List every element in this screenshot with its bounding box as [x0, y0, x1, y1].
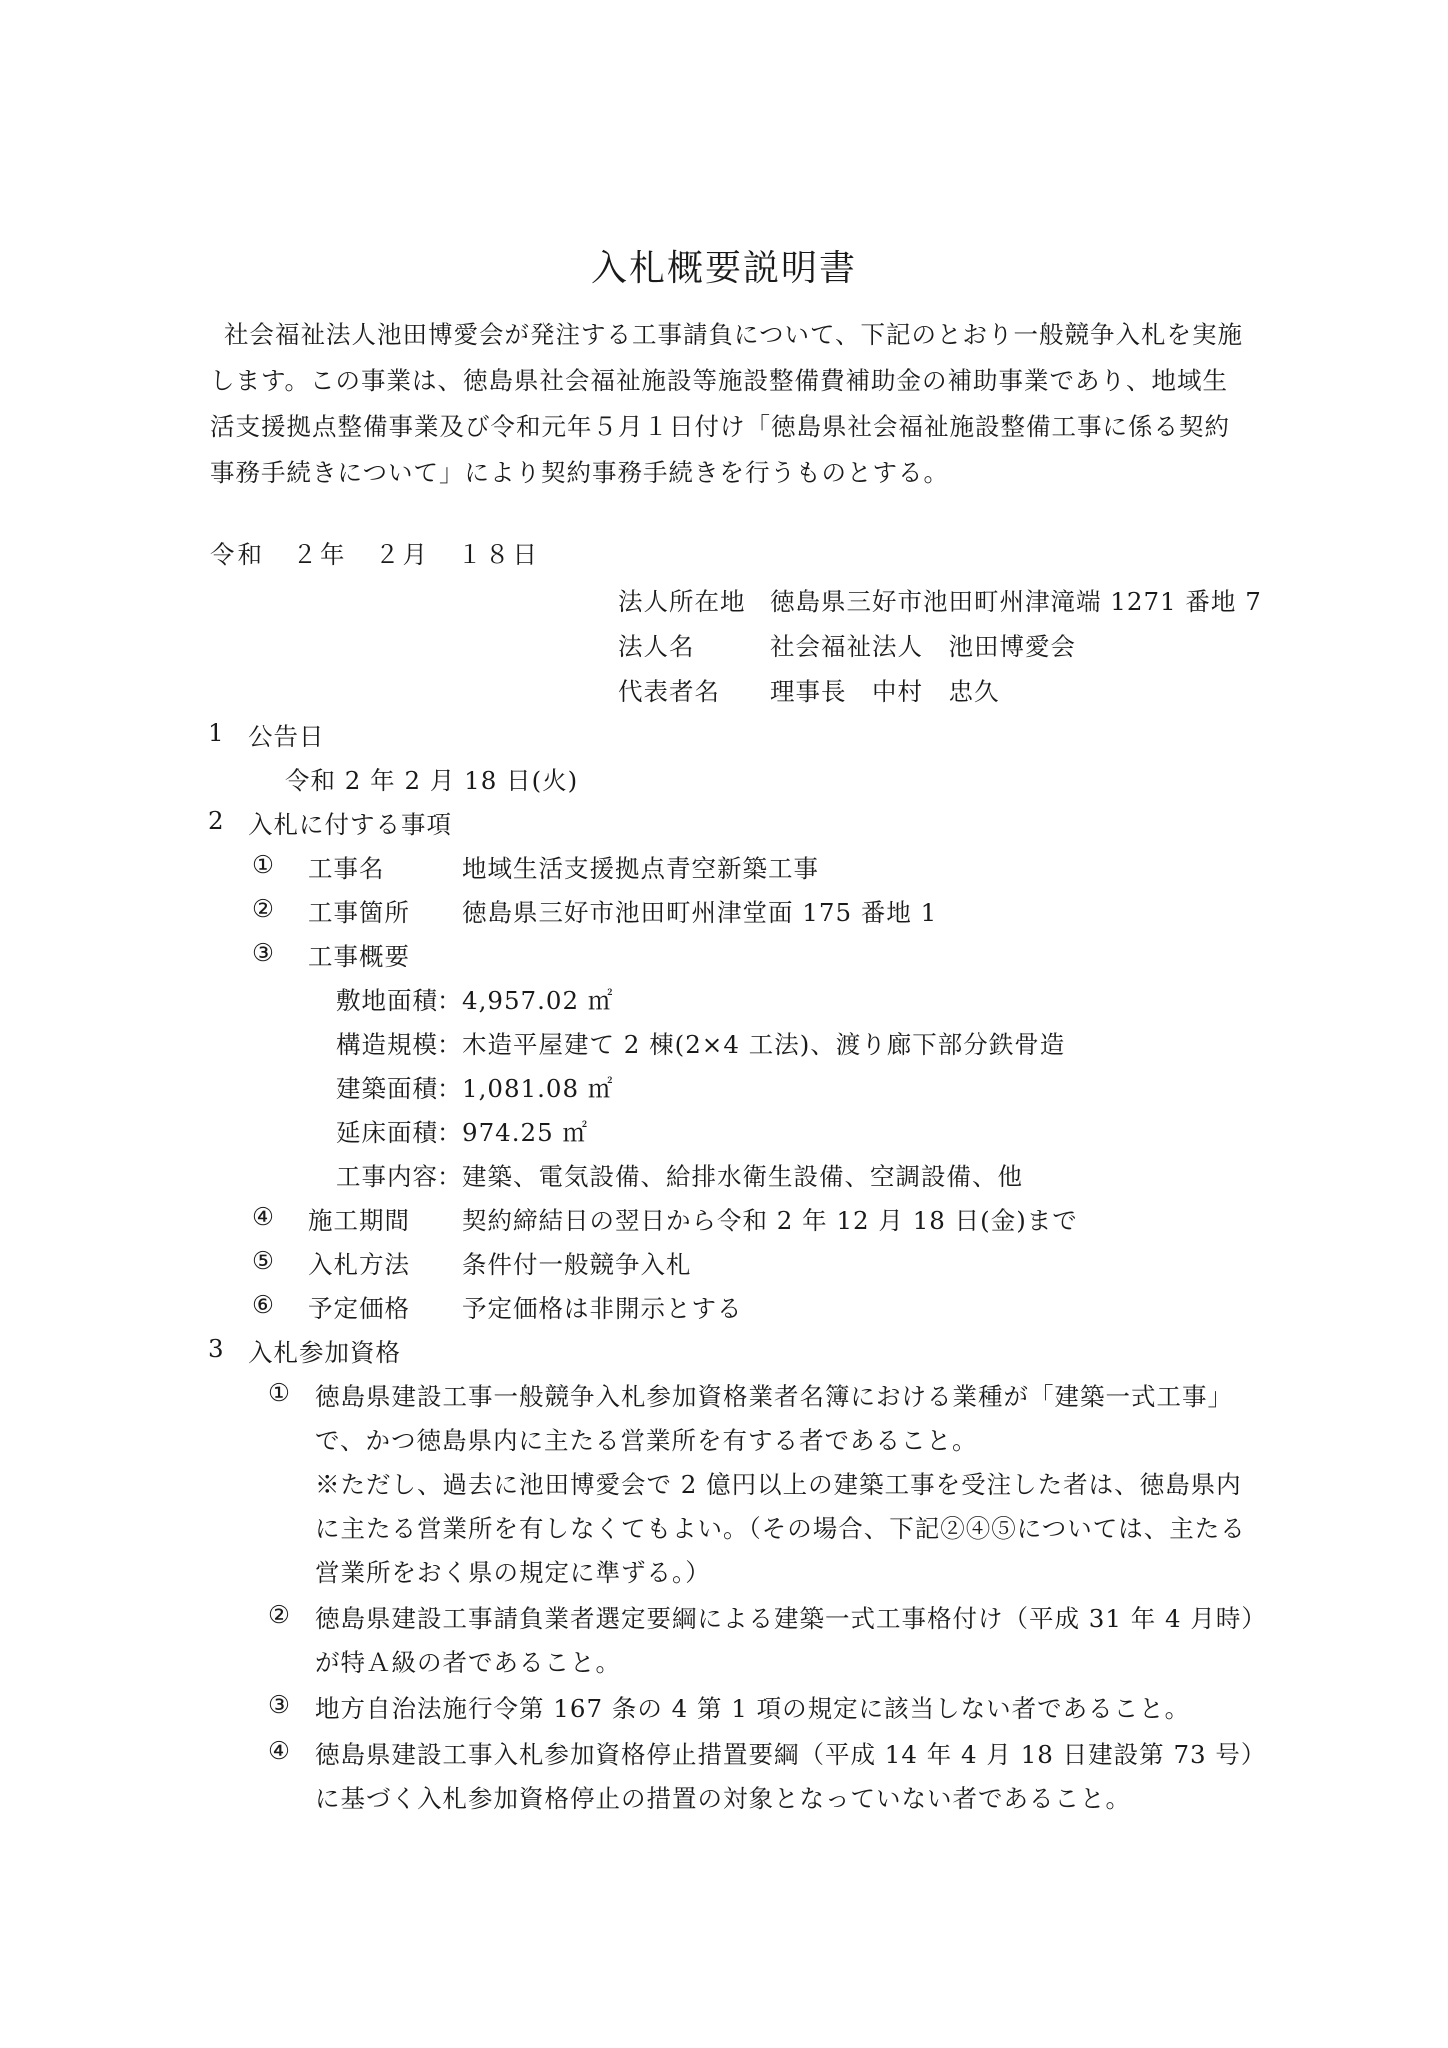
- announcement-date: 令和 2 年 2 月 18 日(火): [285, 766, 579, 795]
- issuer-name-value: 社会福祉法人 池田博愛会: [770, 632, 1076, 661]
- item-number: ②: [252, 894, 275, 923]
- overview-colon: ：: [437, 1162, 463, 1191]
- item-value: 地域生活支援拠点青空新築工事: [462, 854, 819, 883]
- section-title: 入札参加資格: [248, 1338, 401, 1367]
- item-label: 工事箇所: [308, 898, 410, 927]
- qualification-line: 徳島県建設工事入札参加資格停止措置要綱（平成 14 年 4 月 18 日建設第 73 号）: [315, 1740, 1267, 1769]
- item-value: 予定価格は非開示とする: [462, 1294, 743, 1323]
- item-label: 入札方法: [308, 1250, 410, 1279]
- document-title: 入札概要説明書: [590, 248, 857, 289]
- item-number: ①: [252, 850, 275, 879]
- item-number: ⑥: [252, 1290, 275, 1319]
- intro-line: 事務手続きについて」により契約事務手続きを行うものとする。: [210, 458, 950, 487]
- qualification-number: ④: [268, 1736, 291, 1765]
- issuer-address-value: 徳島県三好市池田町州津滝端 1271 番地 7: [770, 587, 1262, 616]
- overview-label: 工事内容: [336, 1162, 438, 1191]
- item-number: ③: [252, 938, 275, 967]
- section-number: 3: [208, 1334, 225, 1363]
- intro-line: します。この事業は、徳島県社会福祉施設等施設整備費補助金の補助事業であり、地域生: [210, 366, 1229, 395]
- section-title: 公告日: [248, 722, 325, 751]
- qualification-line: で、かつ徳島県内に主たる営業所を有する者であること。: [315, 1426, 978, 1455]
- overview-value: 4,957.02 ㎡: [462, 986, 614, 1015]
- issuer-rep-value: 理事長 中村 忠久: [770, 677, 1000, 706]
- qualification-line: ※ただし、過去に池田博愛会で 2 億円以上の建築工事を受注した者は、徳島県内: [315, 1470, 1242, 1499]
- qualification-line: に基づく入札参加資格停止の措置の対象となっていない者であること。: [315, 1784, 1131, 1813]
- overview-value: 974.25 ㎡: [462, 1118, 589, 1147]
- item-value: 契約締結日の翌日から令和 2 年 12 月 18 日(金)まで: [462, 1206, 1078, 1235]
- item-number: ④: [252, 1202, 275, 1231]
- item-value: 条件付一般競争入札: [462, 1250, 692, 1279]
- section-title: 入札に付する事項: [248, 810, 452, 839]
- overview-colon: ：: [437, 1118, 463, 1147]
- intro-paragraph: [210, 312, 1260, 496]
- qualification-line: 徳島県建設工事請負業者選定要綱による建築一式工事格付け（平成 31 年 4 月時）: [315, 1604, 1267, 1633]
- qualification-line: 地方自治法施行令第 167 条の 4 第 1 項の規定に該当しない者であること。: [315, 1694, 1191, 1723]
- qualification-line: に主たる営業所を有しなくてもよい。（その場合、下記②④⑤については、主たる: [315, 1514, 1246, 1543]
- section-number: 2: [208, 806, 225, 835]
- qualification-line: 営業所をおく県の規定に準ずる。）: [315, 1558, 711, 1587]
- item-number: ⑤: [252, 1246, 275, 1275]
- qualification-number: ③: [268, 1690, 291, 1719]
- item-label: 予定価格: [308, 1294, 410, 1323]
- overview-value: 1,081.08 ㎡: [462, 1074, 614, 1103]
- qualification-line: が特Ａ級の者であること。: [315, 1648, 621, 1677]
- intro-line: 活支援拠点整備事業及び令和元年５月１日付け「徳島県社会福祉施設整備工事に係る契約: [210, 412, 1230, 441]
- overview-value: 建築、電気設備、給排水衛生設備、空調設備、他: [462, 1162, 1023, 1191]
- overview-label: 建築面積: [336, 1074, 438, 1103]
- overview-label: 敷地面積: [336, 986, 438, 1015]
- overview-label: 延床面積: [336, 1118, 438, 1147]
- overview-colon: ：: [437, 1030, 463, 1059]
- qualification-number: ②: [268, 1600, 291, 1629]
- item-label: 施工期間: [308, 1206, 410, 1235]
- overview-colon: ：: [437, 1074, 463, 1103]
- document-date: 令和 ２年 ２月 １８日: [210, 540, 540, 569]
- item-value: 徳島県三好市池田町州津堂面 175 番地 1: [462, 898, 938, 927]
- overview-colon: ：: [437, 986, 463, 1015]
- section-number: 1: [208, 718, 225, 747]
- qualification-number: ①: [268, 1378, 291, 1407]
- item-label: 工事名: [308, 854, 385, 883]
- issuer-address-label: 法人所在地: [618, 587, 746, 616]
- qualification-line: 徳島県建設工事一般競争入札参加資格業者名簿における業種が「建築一式工事」: [315, 1382, 1233, 1411]
- intro-line: 社会福祉法人池田博愛会が発注する工事請負について、下記のとおり一般競争入札を実施: [224, 320, 1244, 349]
- overview-label: 構造規模: [336, 1030, 438, 1059]
- item-label: 工事概要: [308, 942, 410, 971]
- issuer-name-label: 法人名: [618, 632, 695, 661]
- overview-value: 木造平屋建て 2 棟(2×4 工法)、渡り廊下部分鉄骨造: [462, 1030, 1066, 1059]
- issuer-rep-label: 代表者名: [618, 677, 720, 706]
